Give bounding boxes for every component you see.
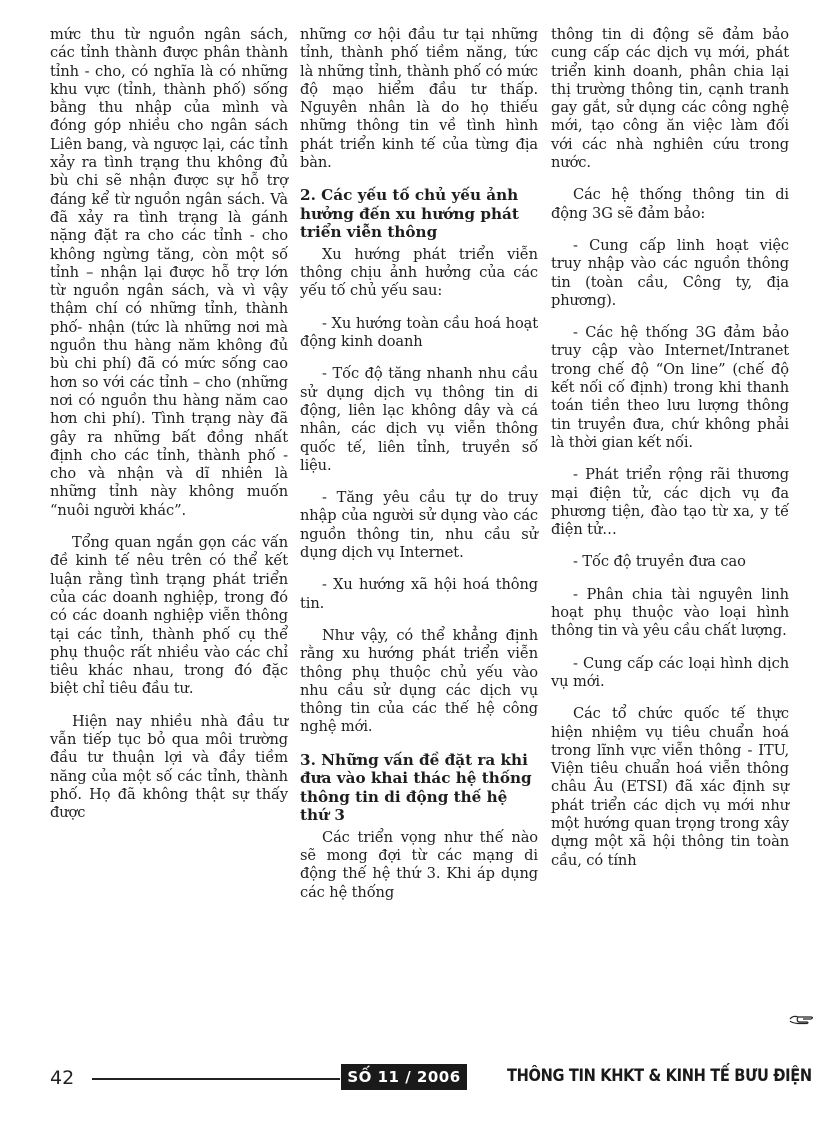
pointing-hand-icon xyxy=(789,1013,815,1025)
paragraph: Như vậy, có thể khẳng định rằng xu hướng phát triển viễn thông phụ thuộc chủ yếu vào nhu cầu sử dụng các dịch vụ thông tin của các thế hệ công nghệ mới. xyxy=(300,626,538,736)
column-3 xyxy=(551,26,789,884)
section-heading-2: 2. Các yếu tố chủ yếu ảnh hưởng đến xu hướng phát triển viễn thông xyxy=(300,186,519,242)
list-item: - Xu hướng toàn cầu hoá hoạt động kinh doanh xyxy=(300,314,538,351)
paragraph: Hiện nay nhiều nhà đầu tư vẫn tiếp tục bỏ qua môi trường đầu tư thuận lợi và đầy tiềm năng của một số các tỉnh, thành phố. Họ đã không thật sự thấy được xyxy=(50,712,288,822)
list-item: - Cung cấp linh hoạt việc truy nhập vào các nguồn thông tin (toàn cầu, Công ty, địa phương). xyxy=(551,236,789,309)
list-item: - Phân chia tài nguyên linh hoạt phụ thuộc vào loại hình thông tin và yêu cầu chất lượng. xyxy=(551,585,789,640)
column-1 xyxy=(50,26,288,836)
paragraph: Tổng quan ngắn gọn các vấn đề kinh tế nêu trên có thể kết luận rằng tình trạng phát triển của các doanh nghiệp, trong đó có các doanh nghiệp viễn thông tại các tỉnh, thành phố cụ thể phụ thuộc rất nhiều vào các chỉ tiêu khác nhau, trong đó đặc biệt chỉ tiêu đầu tư. xyxy=(50,534,288,698)
paragraph: Các triển vọng như thế nào sẽ mong đợi từ các mạng di động thế hệ thứ 3. Khi áp dụng các hệ thống xyxy=(300,828,538,901)
list-item: - Các hệ thống 3G đảm bảo truy cập vào Internet/Intranet trong chế độ “On line” (chế độ kết nối cố định) trong khi thanh toán tiền theo lưu lượng thông tin truyền đưa, chứ không phải là thời gian kết nối. xyxy=(551,324,789,451)
list-item: - Cung cấp các loại hình dịch vụ mới. xyxy=(551,654,789,690)
list-item: - Phát triển rộng rãi thương mại điện tử, các dịch vụ đa phương tiện, đào tạo từ xa, y tế điện tử… xyxy=(551,466,789,539)
magazine-title: THÔNG TIN KHKT & KINH TẾ BƯU ĐIỆN xyxy=(507,1066,812,1086)
column-2 xyxy=(300,26,538,916)
paragraph: Xu hướng phát triển viễn thông chịu ảnh hưởng của các yếu tố chủ yếu sau: xyxy=(300,245,538,300)
page-number: 42 xyxy=(50,1067,75,1089)
list-item: - Tốc độ truyền đưa cao xyxy=(573,553,746,571)
section-heading-3: 3. Những vấn đề đặt ra khi đưa vào khai thác hệ thống thông tin di động thế hệ thứ 3 xyxy=(300,750,532,825)
list-item: - Tốc độ tăng nhanh nhu cầu sử dụng dịch vụ thông tin di động, liên lạc không dây và cá nhân, các dịch vụ viễn thông quốc tế, liên tỉnh, truyền số liệu. xyxy=(300,365,538,474)
paragraph: thông tin di động sẽ đảm bảo cung cấp các dịch vụ mới, phát triển kinh doanh, phân chia lại thị trường thông tin, cạnh tranh gay gắt, sử dụng các công nghệ mới, tạo công ăn việc làm đối với các nhà nghiên cứu trong nước. xyxy=(551,26,789,172)
page-footer xyxy=(0,1064,816,1094)
paragraph: mức thu từ nguồn ngân sách, các tỉnh thành được phân thành tỉnh - cho, có nghĩa là có những khu vực (tỉnh, thành phố) sống bằng thu nhập của mình và đóng góp nhiều cho ngân sách Liên bang, và ngược lại, các tỉnh xảy ra tình trạng thu không đủ bù chi sẽ nhận được sự hỗ trợ đáng kể từ nguồn ngân sách. Và đã xảy ra tình trạng là gánh nặng đặt ra cho các tỉnh - cho không ngừng tăng, còn một số tỉnh – nhận lại được hỗ trợ lớn từ nguồn ngân sách, và vì vậy thậm chí có những tỉnh, thành phố- nhận (tức là những nơi mà nguồn thu hàng năm không đủ bù chi phí) đã có mức sống cao hơn so với các tỉnh – cho (những nơi có nguồn thu hàng năm cao hơn chi phí). Tình trạng này đã gây ra những bất đồng nhất định cho các tỉnh, thành phố - cho và nhận và dĩ nhiên là những tỉnh này không muốn “nuôi người khác”. xyxy=(50,26,288,519)
footer-rule xyxy=(92,1078,340,1080)
issue-badge: SỐ 11 / 2006 xyxy=(341,1064,467,1090)
list-item: - Tăng yêu cầu tự do truy nhập của người sử dụng vào các nguồn thông tin, nhu cầu sử dụng dịch vụ Internet. xyxy=(300,489,538,562)
list-item: - Xu hướng xã hội hoá thông tin. xyxy=(300,576,538,612)
paragraph: Các hệ thống thông tin di động 3G sẽ đảm bảo: xyxy=(551,186,789,222)
paragraph: những cơ hội đầu tư tại những tỉnh, thành phố tiềm năng, tức là những tỉnh, thành phố có mức độ mạo hiểm đầu tư thấp. Nguyên nhân là do họ thiếu những thông tin về tình hình phát triển kinh tế của từng địa bàn. xyxy=(300,26,538,172)
paragraph: Các tổ chức quốc tế thực hiện nhiệm vụ tiêu chuẩn hoá trong lĩnh vực viễn thông - ITU, Viện tiêu chuẩn hoá viễn thông châu Âu (ETSI) đã xác định sự phát triển các dịch vụ mới như một hướng quan trọng trong xây dựng một xã hội thông tin toàn cầu, có tính xyxy=(551,705,789,869)
